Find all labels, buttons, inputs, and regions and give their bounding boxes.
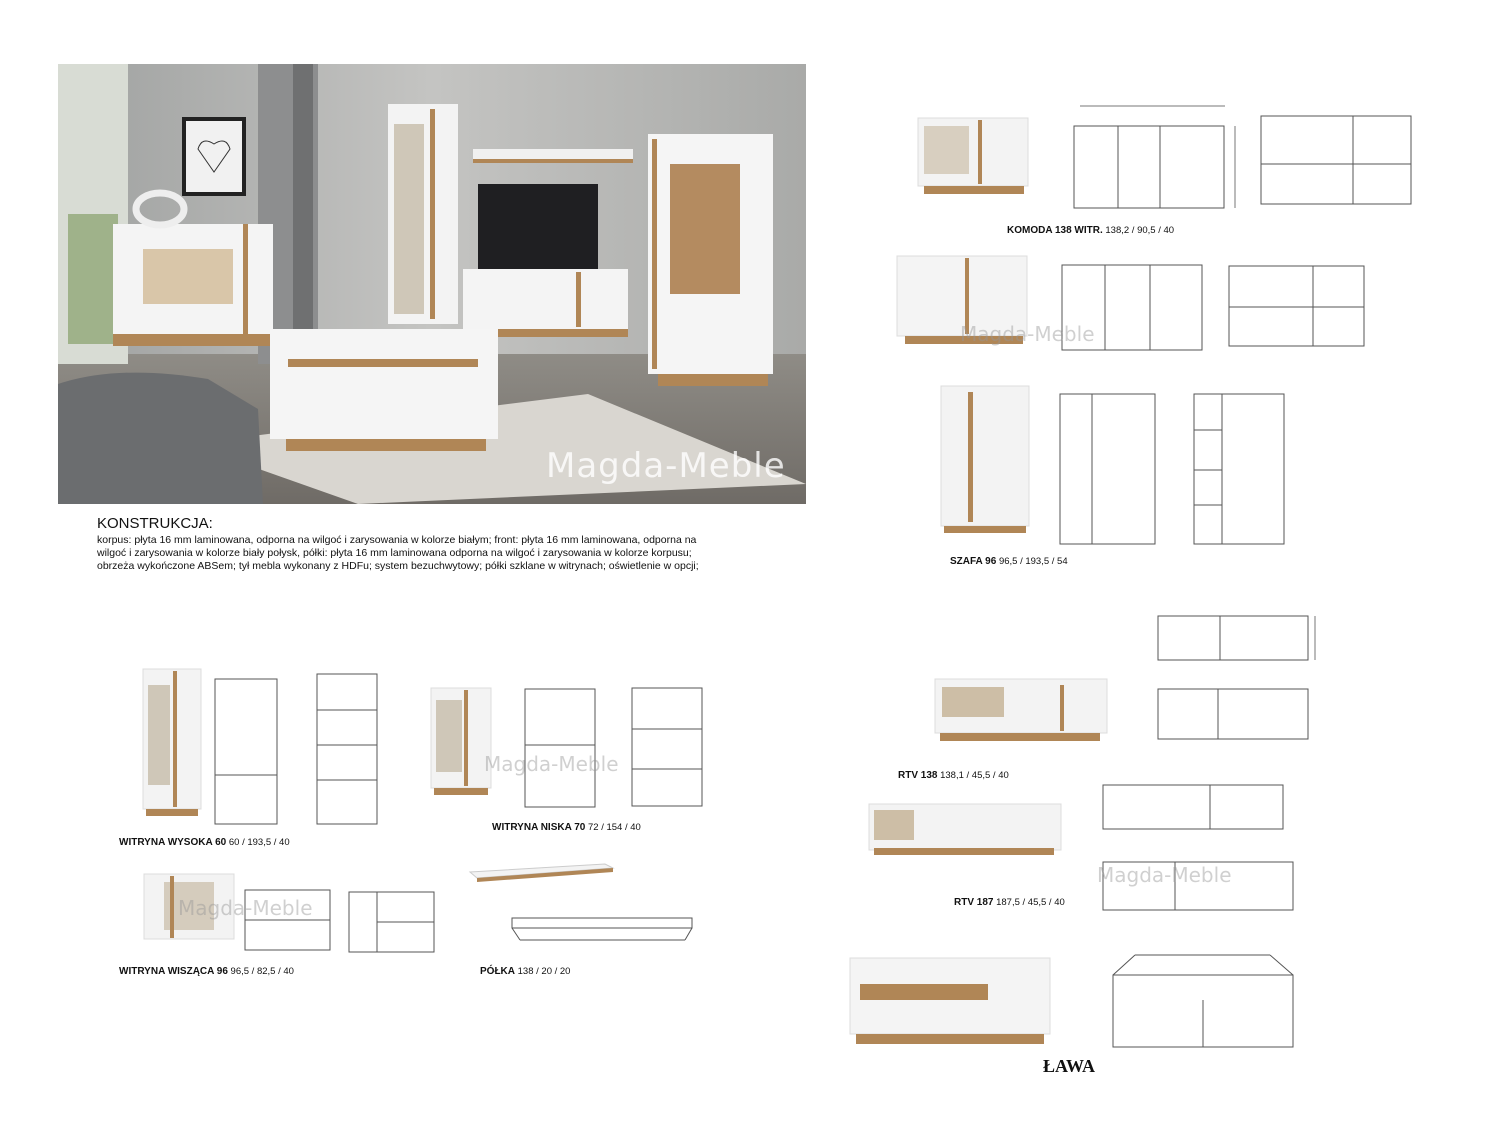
rtv187-photo bbox=[866, 800, 1066, 865]
watermark-wiszaca: Magda-Meble bbox=[178, 896, 313, 920]
rtv138-inside-drawing bbox=[1150, 685, 1315, 745]
witryna-niska-photo bbox=[428, 684, 498, 804]
witryna-niska-inside-drawing bbox=[628, 684, 708, 814]
szafa-front-drawing bbox=[1050, 380, 1175, 550]
witryna-wiszaca-inside-drawing bbox=[345, 888, 440, 958]
rtv138-front-drawing bbox=[1150, 600, 1335, 670]
witryna-wysoka-front-drawing bbox=[205, 665, 295, 830]
rtv187-caption: RTV 187 187,5 / 45,5 / 40 bbox=[954, 897, 1065, 908]
witryna-niska-front-drawing bbox=[515, 675, 610, 815]
lawa-photo bbox=[846, 950, 1056, 1050]
construction-heading: KONSTRUKCJA: bbox=[97, 515, 213, 532]
komoda-front-drawing bbox=[1060, 100, 1245, 215]
watermark-witryna: Magda-Meble bbox=[484, 752, 619, 776]
watermark-komoda: Magda-Meble bbox=[960, 322, 1095, 346]
construction-text: korpus: płyta 16 mm laminowana, odporna na wilgoć i zarysowania w kolorze białym; front: płyta 16 mm laminowana, odporna na wilgoć i zarysowania w kolorze biały połysk, półki: płyta 16 mm laminowana odporna na wilgoć i zarysowania w kolorze korpusu; obrzeża wykończone ABSem; tył mebla wykonany z HDFu; system bezuchwytowy; półki szklane w witrynach; oświetlenie w opcji; bbox=[97, 534, 699, 572]
rtv138-photo bbox=[932, 675, 1112, 750]
lawa-drawing bbox=[1105, 945, 1305, 1055]
witryna-wysoka-inside-drawing bbox=[313, 670, 383, 830]
szafa-inside-drawing bbox=[1190, 390, 1290, 550]
witryna-wiszaca-caption: WITRYNA WISZĄCA 96 96,5 / 82,5 / 40 bbox=[119, 966, 294, 977]
rtv138-caption: RTV 138 138,1 / 45,5 / 40 bbox=[898, 770, 1009, 781]
polka-drawing bbox=[500, 902, 710, 957]
szafa-photo bbox=[938, 382, 1033, 542]
rtv187-front-drawing bbox=[1095, 765, 1300, 840]
komoda-photo bbox=[916, 112, 1031, 197]
watermark: Magda-Meble bbox=[546, 446, 786, 486]
lawa-caption: ŁAWA bbox=[1043, 1056, 1096, 1076]
room-photo bbox=[58, 64, 806, 504]
szafa-caption: SZAFA 96 96,5 / 193,5 / 54 bbox=[950, 556, 1068, 567]
polka-caption: PÓŁKA 138 / 20 / 20 bbox=[480, 966, 571, 977]
komoda-plain-inside-drawing bbox=[1225, 262, 1370, 357]
watermark-rtv: Magda-Meble bbox=[1097, 863, 1232, 887]
witryna-wysoka-caption: WITRYNA WYSOKA 60 60 / 193,5 / 40 bbox=[119, 837, 290, 848]
komoda-inside-drawing bbox=[1258, 112, 1418, 212]
komoda-caption: KOMODA 138 WITR. 138,2 / 90,5 / 40 bbox=[1007, 225, 1175, 236]
witryna-niska-caption: WITRYNA NISKA 70 72 / 154 / 40 bbox=[492, 822, 641, 833]
witryna-wysoka-photo bbox=[140, 665, 210, 830]
polka-photo bbox=[465, 860, 615, 885]
